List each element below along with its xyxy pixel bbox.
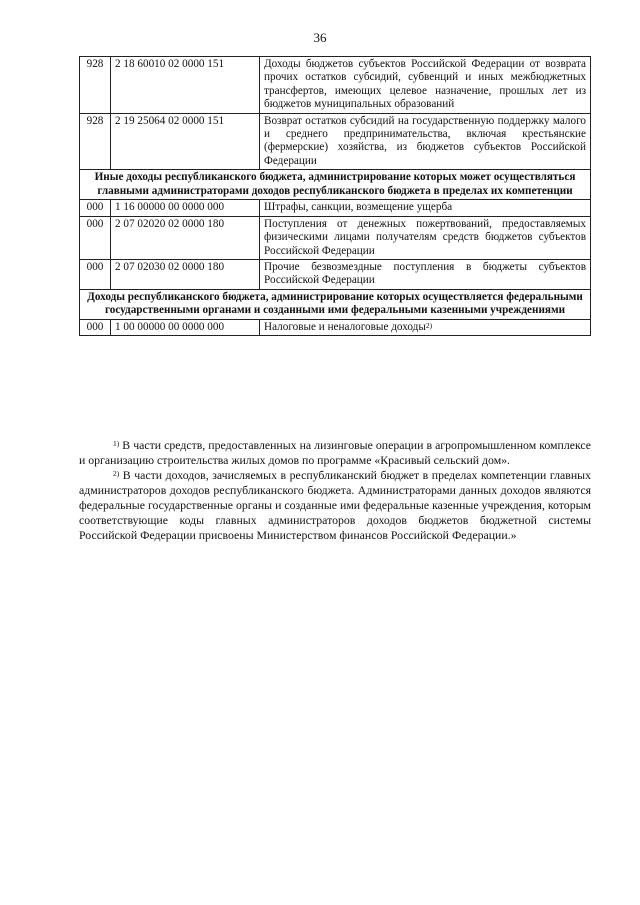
footnotes [79, 438, 591, 543]
revenue-code-cell: 2 07 02030 02 0000 180 [111, 260, 260, 290]
section-title: Доходы республиканского бюджета, администрирование которых осуществляется федеральными государственными органами и созданными ими федеральными казенными учреждениями [80, 289, 591, 319]
revenue-code-cell: 2 07 02020 02 0000 180 [111, 216, 260, 259]
table-row [80, 260, 591, 290]
admin-code-cell: 000 [80, 320, 111, 336]
footnote [79, 468, 591, 543]
footnote-text: В части средств, предоставленных на лизинговые операции в агропромышленном комплексе и организацию строительства жилых домов по программе «Красивый сельский дом». [79, 438, 591, 467]
revenue-code-cell: 1 16 00000 00 0000 000 [111, 200, 260, 216]
section-title: Иные доходы республиканского бюджета, администрирование которых может осуществляться главными администраторами доходов республиканского бюджета в пределах их компетенции [80, 170, 591, 200]
admin-code-cell: 000 [80, 200, 111, 216]
footnote-mark: 2) [113, 469, 120, 478]
footnote [79, 438, 591, 468]
admin-code-cell: 928 [80, 57, 111, 114]
section-header-row [80, 170, 591, 200]
revenue-code-cell: 2 18 60010 02 0000 151 [111, 57, 260, 114]
revenue-administrators-table [79, 56, 591, 336]
page-number: 36 [313, 30, 327, 45]
revenue-name-cell [260, 320, 591, 336]
revenue-code-cell: 1 00 00000 00 0000 000 [111, 320, 260, 336]
table-row [80, 216, 591, 259]
admin-code-cell: 000 [80, 216, 111, 259]
table-row [80, 113, 591, 170]
revenue-name-cell: Штрафы, санкции, возмещение ущерба [260, 200, 591, 216]
table-row [80, 200, 591, 216]
revenue-name-cell: Доходы бюджетов субъектов Российской Федерации от возврата прочих остатков субсидий, субвенций и иных межбюджетных трансфертов, имеющих целевое назначение, прошлых лет из бюджетов муниципальных образований [260, 57, 591, 114]
revenue-name-cell: Возврат остатков субсидий на государственную поддержку малого и среднего предпринимательства, включая крестьянские (фермерские) хозяйства, из бюджетов субъектов Российской Федерации [260, 113, 591, 170]
revenue-name-cell: Прочие безвозмездные поступления в бюджеты субъектов Российской Федерации [260, 260, 591, 290]
footnote-reference: 2) [425, 321, 433, 331]
table-row [80, 57, 591, 114]
revenue-name-cell: Поступления от денежных пожертвований, предоставляемых физическими лицами получателям средств бюджетов субъектов Российской Федерации [260, 216, 591, 259]
footnote-mark: 1) [113, 439, 120, 448]
section-header-row [80, 289, 591, 319]
footnote-text: В части доходов, зачисляемых в республиканский бюджет в пределах компетенции главных администраторов доходов республиканского бюджета. Администраторами данных доходов являются федеральные государственные органы и созданные ими федеральные казенные учреждения, которым соответствующие коды главных администраторов доходов бюджетов бюджетной системы Российской Федерации присвоены Министерством финансов Российской Федерации.» [79, 468, 591, 542]
admin-code-cell: 000 [80, 260, 111, 290]
admin-code-cell: 928 [80, 113, 111, 170]
revenue-name-text: Налоговые и неналоговые доходы [264, 321, 426, 334]
table-row [80, 320, 591, 336]
revenue-code-cell: 2 19 25064 02 0000 151 [111, 113, 260, 170]
